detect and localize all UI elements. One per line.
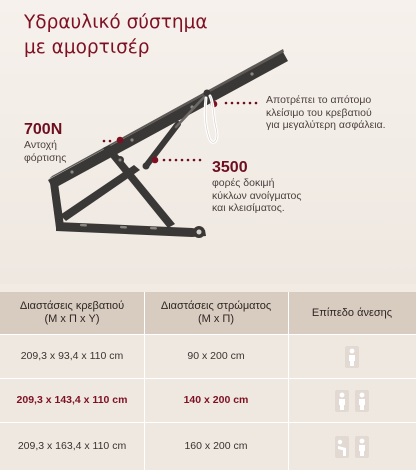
table-row-2-comfort: [288, 379, 416, 422]
header-comfort-level-label: Επίπεδο άνεσης: [311, 306, 393, 319]
cycle-test-value: 3500: [212, 159, 248, 176]
dimensions-table: [0, 292, 416, 470]
load-capacity-value: 700N: [24, 121, 63, 138]
person-icon: [355, 390, 369, 412]
cycle-test-text-1: φορές δοκιμή: [212, 177, 275, 189]
header-bed-dimensions-line1: Διαστάσεις κρεβατιού: [19, 300, 125, 312]
person-icon: [335, 390, 349, 412]
page-title-line2: με αμορτισέρ: [24, 37, 150, 58]
two-persons-sleeping-icon: [335, 436, 369, 458]
reclining-person-icon: [335, 436, 349, 458]
safety-text-1: Αποτρέπει το απότομο: [266, 94, 372, 106]
table-row-3-bed: 209,3 x 163,4 x 110 cm: [17, 440, 127, 452]
page-title-line1: Υδραυλικό σύστημα: [24, 12, 208, 33]
header-mattress-dimensions-line2: (Μ x Π): [197, 313, 235, 325]
safety-callout: [266, 94, 412, 132]
vertical-bracket: [50, 183, 64, 228]
table-row-3-comfort: [288, 423, 416, 470]
safety-text-2: κλείσιμο του κρεβατιού: [266, 106, 372, 119]
one-person-icon: [345, 346, 359, 368]
cycle-test-text-3: και κλεισίματος.: [212, 202, 285, 214]
header-bed-dimensions-line2: (Μ x Π x Υ): [44, 313, 100, 325]
header-mattress-dimensions: [144, 292, 288, 334]
table-row-1-mattress: 90 x 200 cm: [187, 350, 245, 362]
table-row-2-bed: 209,3 x 143,4 x 110 cm: [16, 394, 128, 406]
cycle-test-callout: [212, 159, 372, 215]
cycle-test-text-2: κύκλων ανοίγματος: [212, 189, 302, 202]
two-persons-icon: [335, 390, 369, 412]
table-row-1-comfort: [288, 335, 416, 378]
person-icon: [355, 436, 369, 458]
table-row-3-mattress: 160 x 200 cm: [184, 440, 248, 452]
table-row-2-mattress: 140 x 200 cm: [183, 394, 249, 406]
safety-text-3: για μεγαλύτερη ασφάλεια.: [266, 119, 386, 131]
header-mattress-dimensions-line1: Διαστάσεις στρώματος: [160, 300, 272, 312]
table-row-1-bed: 209,3 x 93,4 x 110 cm: [20, 350, 124, 362]
base-rail: [56, 222, 206, 238]
load-capacity-callout: [24, 121, 124, 164]
load-capacity-label-1: Αντοχή: [24, 139, 57, 151]
header-bed-dimensions: [0, 292, 144, 334]
load-capacity-label-2: φόρτισης: [24, 151, 67, 164]
header-comfort-level: [288, 292, 416, 334]
